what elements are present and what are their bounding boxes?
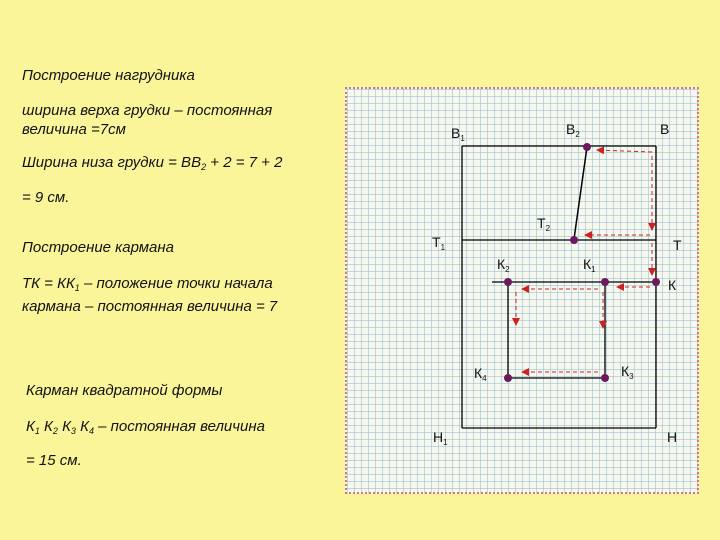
label-t1: $Т_1$	[432, 234, 446, 252]
label-k3: $К_3$	[621, 363, 634, 381]
bottom-width-formula: Ширина низа грудки = $ВВ_2 + 2 = 7 + 2$	[22, 154, 283, 172]
label-b2: $В_2$	[566, 121, 580, 139]
point-t2	[570, 236, 578, 244]
top-width-line1: ширина верха грудки – постоянная	[22, 102, 273, 119]
label-t: Т	[673, 237, 682, 253]
square-formula: $К_1$ $К_2$ $К_3$ $К_4$ – постоянная величина	[26, 418, 265, 436]
label-k4: $К_4$	[474, 365, 487, 383]
top-width-line2: величина =7см	[22, 121, 126, 138]
point-k2	[504, 278, 512, 286]
bottom-width-result: = 9 см.	[22, 189, 70, 206]
label-k2: $К_2$	[497, 256, 510, 274]
pocket-tk-line2: кармана – постоянная величина = 7	[22, 298, 278, 315]
label-b1: $В_1$	[451, 125, 465, 143]
point-k4	[504, 374, 512, 382]
point-k3	[601, 374, 609, 382]
square-result: = 15 см.	[26, 452, 82, 469]
heading-bib: Построение нагрудника	[22, 67, 195, 84]
point-k	[652, 278, 660, 286]
heading-pocket: Построение кармана	[22, 239, 174, 256]
point-b2	[583, 143, 591, 151]
label-h1: $Н_1$	[433, 429, 448, 447]
point-k1	[601, 278, 609, 286]
label-b: В	[660, 121, 670, 137]
bib-side-line	[574, 147, 587, 239]
pocket-tk-formula: ТК = $КК_1$ – положение точки начала	[22, 275, 273, 293]
label-h: Н	[667, 429, 678, 445]
label-t2: $Т_2$	[537, 215, 551, 233]
label-k: К	[668, 277, 677, 293]
square-heading: Карман квадратной формы	[26, 382, 223, 399]
arrow-b-to-b2	[597, 150, 652, 152]
label-k1: $К_1$	[583, 256, 596, 274]
